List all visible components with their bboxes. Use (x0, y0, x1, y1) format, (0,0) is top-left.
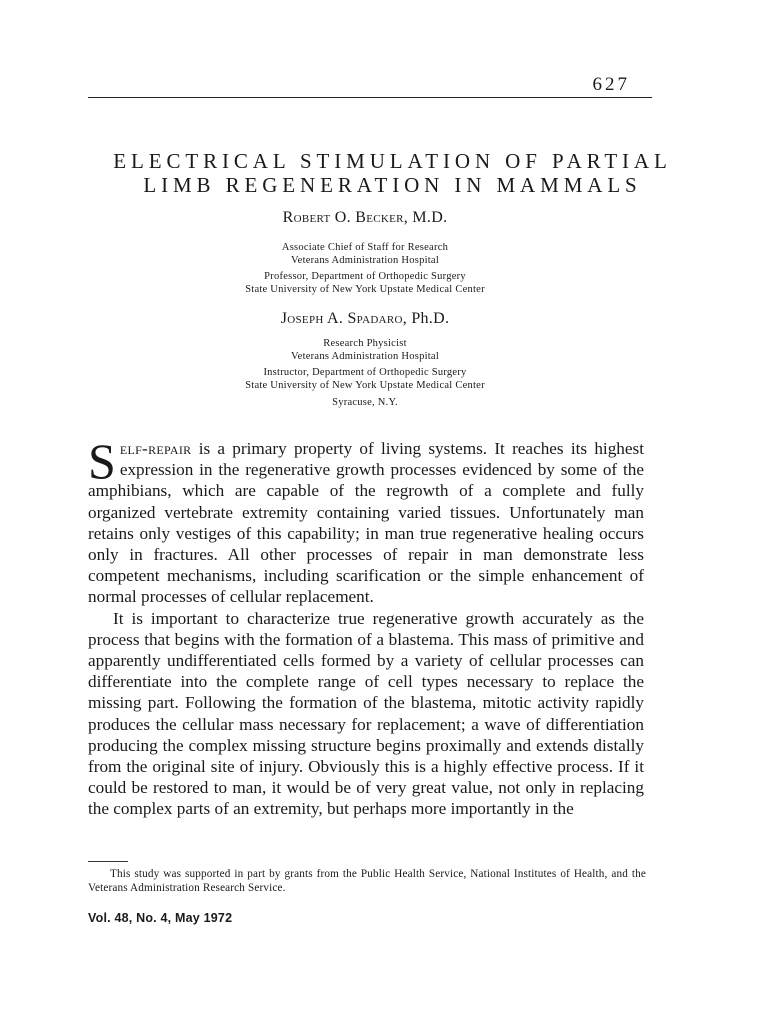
author-2-degree: Ph.D. (411, 310, 450, 327)
affiliation-line: Veterans Administration Hospital (291, 254, 439, 266)
footnote: This study was supported in part by grants from the Public Health Service, National Institutes of Health, and the Veterans Administration Research Service. (88, 868, 646, 894)
author-1-affiliation-2 (0, 271, 730, 297)
author-2-affiliation-2 (0, 367, 730, 393)
article-body (88, 433, 644, 820)
affiliation-line: Research Physicist (323, 338, 407, 349)
author-1-affiliation-1 (0, 242, 730, 268)
lead-small-caps: elf-repair (119, 439, 192, 458)
affiliation-line: Professor, Department of Orthopedic Surgery (264, 271, 466, 282)
footnote-rule (88, 861, 128, 862)
location (0, 397, 730, 410)
journal-info: Vol. 48, No. 4, May 1972 (88, 911, 233, 925)
dropcap: S (88, 433, 116, 489)
paragraph-1-text: is a primary property of living systems. It reaches its highest expression in the regenerative growth processes evidenced by some of the amphibians, which are capable of the regrowth of a complete and fully organized vertebrate extremity containing varied tissues. Unfortunately man retains only vestiges of this capability; in man true regenerative healing occurs only in fractures. All other processes of repair in man demonstrate less competent mechanisms, including scarification or the simple enhancement of normal processes of cellular replacement. (88, 439, 644, 607)
title-line-1: ELECTRICAL STIMULATION OF PARTIAL (113, 149, 672, 173)
affiliation-line: State University of New York Upstate Medical Center (245, 379, 485, 391)
title-line-2: LIMB REGENERATION IN MAMMALS (143, 173, 642, 197)
page-number: 627 (592, 74, 630, 95)
affiliation-line: Instructor, Department of Orthopedic Surgery (263, 367, 467, 378)
author-2-affiliation-1 (0, 338, 730, 364)
author-1-name: Robert O. Becker (282, 209, 404, 226)
author-1-byline: Robert O. Becker, M.D. (282, 209, 448, 226)
location-line: Syracuse, N.Y. (332, 397, 398, 408)
article-title (70, 149, 715, 197)
author-2-byline: Joseph A. Spadaro, Ph.D. (280, 310, 450, 327)
author-2-name: Joseph A. Spadaro (280, 310, 403, 327)
affiliation-line: Associate Chief of Staff for Research (281, 242, 449, 253)
affiliation-line: State University of New York Upstate Medical Center (245, 283, 485, 295)
affiliation-line: Veterans Administration Hospital (291, 350, 439, 362)
paragraph-1 (88, 433, 644, 608)
author-1-degree: M.D. (412, 209, 448, 226)
paragraph-2: It is important to characterize true regenerative growth accurately as the process that begins with the formation of a blastema. This mass of primitive and apparently undifferentiated cells formed by a variety of cellular processes can differentiate into the complete range of cell types necessary to replace the missing part. Following the formation of the blastema, mitotic activity rapidly produces the cellular mass necessary for replacement; a wave of differentiation producing the complex missing structure begins proximally and extends distally from the original site of injury. Obviously this is a highly effective process. If it could be restored to man, it would be of very great value, not only in replacing the complex parts of an extremity, but perhaps more importantly in the (88, 608, 644, 819)
header-rule (88, 97, 652, 98)
